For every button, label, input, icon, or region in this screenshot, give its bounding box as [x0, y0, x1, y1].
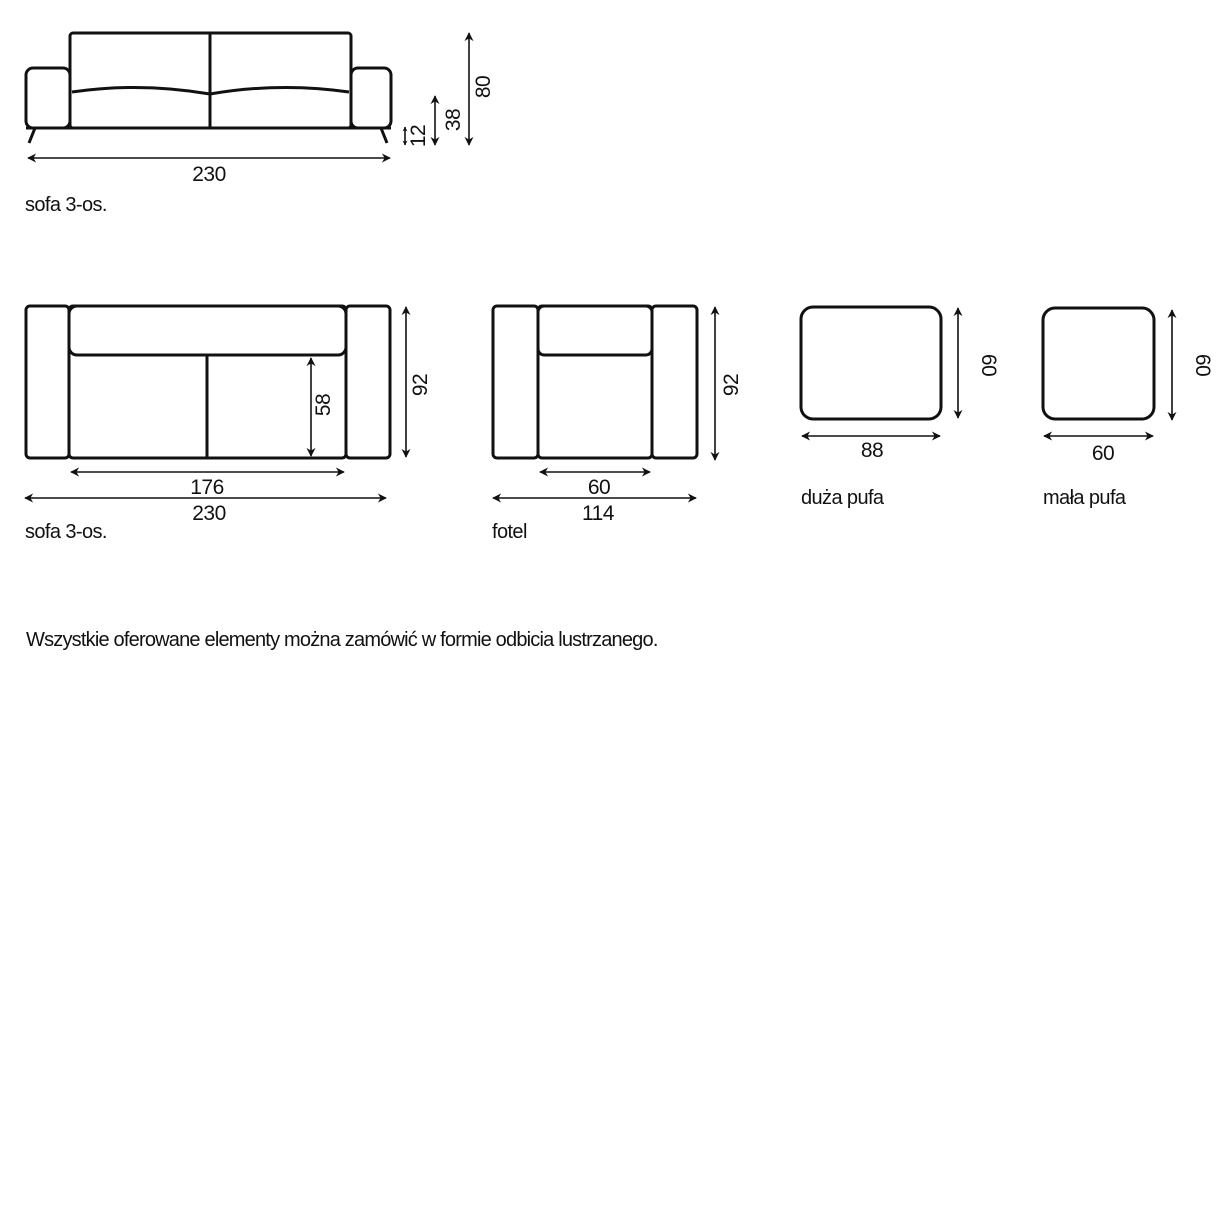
sofa-front-label: sofa 3-os. [25, 194, 107, 216]
sofa-top-label: sofa 3-os. [25, 521, 107, 543]
sofa-top-backrest [69, 306, 346, 355]
dimension-width: 230 [192, 163, 226, 186]
large-pouf-view [801, 307, 1000, 462]
small-pouf-shape [1043, 308, 1154, 419]
dimension-seat-depth: 58 [312, 393, 335, 417]
armchair-top-view [493, 306, 743, 525]
dimension-large-pouf-width: 88 [860, 439, 884, 462]
sofa-front-view [26, 33, 495, 186]
armchair-backrest [538, 306, 652, 355]
small-pouf-view [1043, 308, 1214, 465]
small-pouf-label: mała pufa [1043, 487, 1126, 509]
dimension-total-height: 80 [472, 75, 495, 99]
dimension-leg-height: 12 [407, 124, 430, 148]
sofa-leg-left [29, 128, 35, 143]
large-pouf-shape [801, 307, 941, 419]
sofa-top-armrest-right [346, 306, 390, 458]
dimension-seat-width: 176 [190, 476, 224, 499]
armchair-armrest-left [493, 306, 538, 458]
dimension-armchair-total-width: 114 [582, 502, 614, 525]
dimension-small-pouf-depth: 60 [1191, 353, 1214, 377]
dimension-large-pouf-depth: 60 [977, 353, 1000, 377]
dimension-small-pouf-width: 60 [1091, 442, 1115, 465]
sofa-leg-right [381, 128, 387, 143]
armchair-armrest-right [652, 306, 697, 458]
sofa-armrest-right [351, 68, 391, 128]
dimension-armchair-seat-width: 60 [587, 476, 611, 499]
armchair-label: fotel [492, 521, 527, 543]
dimension-seat-height: 38 [442, 108, 465, 132]
dimension-total-width: 230 [192, 502, 226, 525]
large-pouf-label: duża pufa [801, 487, 884, 509]
sofa-top-armrest-left [26, 306, 69, 458]
mirror-order-note: Wszystkie oferowane elementy można zamówić w formie odbicia lustrzanego. [26, 629, 658, 651]
dimension-total-depth: 92 [409, 373, 432, 397]
sofa-armrest-left [26, 68, 70, 128]
dimension-armchair-depth: 92 [720, 373, 743, 397]
sofa-top-view [25, 306, 432, 525]
